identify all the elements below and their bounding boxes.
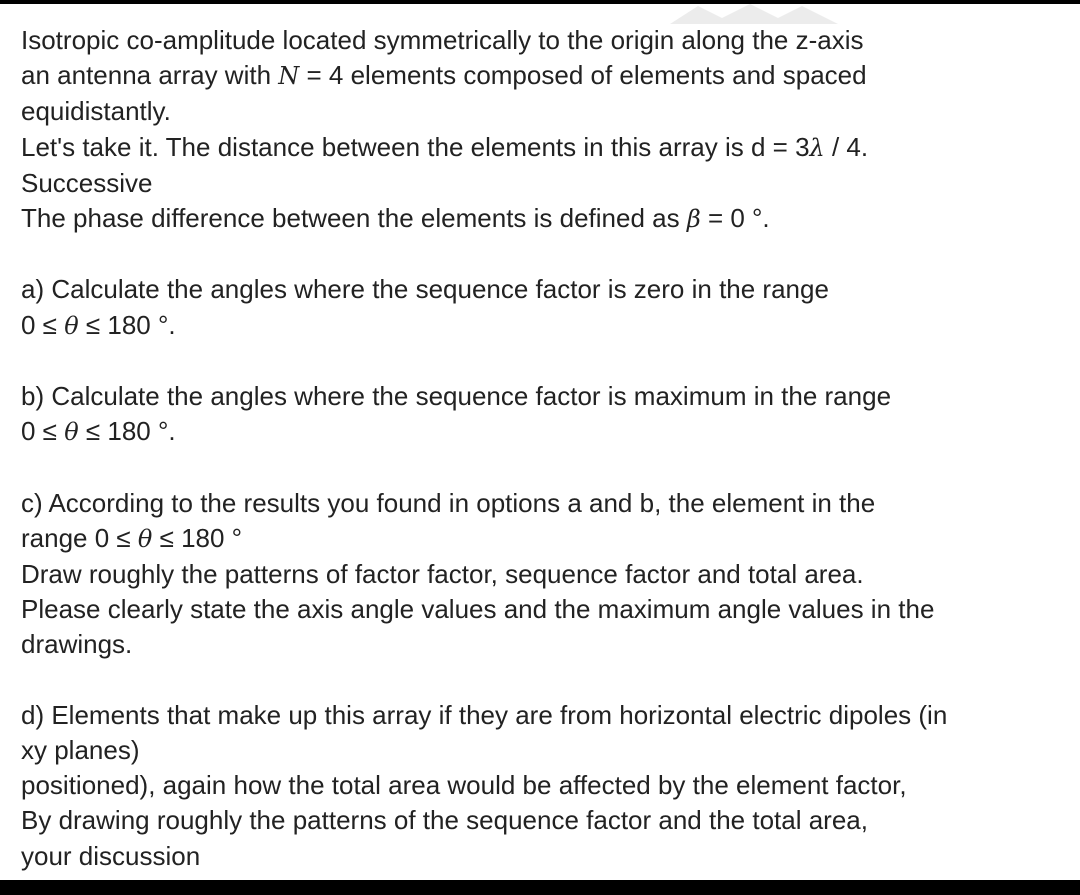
intro-line-4-post: / 4. <box>824 131 869 162</box>
intro-line-3: equidistantly. <box>21 96 171 127</box>
part-d-line-1: d) Elements that make up this array if they are from horizontal electric dipoles (in <box>21 699 948 730</box>
intro-line-4 <box>21 130 1073 166</box>
intro-line-2-post: = 4 elements composed of elements and spaced <box>299 60 867 91</box>
part-b-line-2 <box>21 414 1073 450</box>
part-c-line-2 <box>21 521 1073 557</box>
intro-line-1: Isotropic co-amplitude located symmetrically to the origin along the z-axis <box>21 25 864 55</box>
paragraph-gap <box>21 663 1073 698</box>
watermark-mark <box>660 4 860 24</box>
part-b-line-1: b) Calculate the angles where the sequence factor is maximum in the range <box>21 381 892 411</box>
var-n: N <box>278 62 300 91</box>
part-c-line-1: c) According to the results you found in options a and b, the element in the <box>21 487 876 518</box>
intro-line-6-post: = 0 °. <box>700 203 770 234</box>
document-page <box>0 4 1080 880</box>
part-a-line-1: a) Calculate the angles where the sequence factor is zero in the range <box>21 274 829 305</box>
var-beta: β <box>686 205 701 234</box>
part-c-line-3: Draw roughly the patterns of factor factor, sequence factor and total area. <box>21 559 864 589</box>
intro-line-5: Successive <box>21 167 153 198</box>
paragraph-gap <box>21 344 1073 379</box>
var-theta: θ <box>64 418 79 447</box>
part-a-line-2-pre: 0 ≤ <box>21 309 65 340</box>
part-d-line-2: xy planes) <box>21 735 140 765</box>
intro-line-4-pre: Let's take it. The distance between the elements in this array is d = 3 <box>21 131 810 162</box>
var-lambda: λ <box>809 133 825 162</box>
part-c-line-5: drawings. <box>21 629 133 660</box>
intro-line-2-pre: an antenna array with <box>21 60 279 91</box>
question-text <box>21 23 1073 874</box>
var-theta: θ <box>64 311 79 340</box>
part-a-line-2-post: ≤ 180 °. <box>78 309 176 340</box>
part-b-line-2-pre: 0 ≤ <box>21 416 65 447</box>
var-theta: θ <box>137 524 153 553</box>
part-a-line-2 <box>21 308 1073 344</box>
intro-line-6 <box>21 201 1073 237</box>
paragraph-gap <box>21 450 1073 485</box>
part-d-line-4: By drawing roughly the patterns of the sequence factor and the total area, <box>21 805 868 836</box>
part-d-line-3: positioned), again how the total area would be affected by the element factor, <box>21 770 907 801</box>
part-c-line-4: Please clearly state the axis angle values and the maximum angle values in the <box>21 594 935 625</box>
paragraph-gap <box>21 237 1073 272</box>
part-c-line-2-post: ≤ 180 ° <box>152 522 243 553</box>
part-d-line-5: your discussion <box>21 840 201 871</box>
part-b-line-2-post: ≤ 180 °. <box>78 416 176 447</box>
intro-line-2 <box>21 58 1073 94</box>
intro-line-6-pre: The phase difference between the elements is defined as <box>21 203 687 234</box>
part-c-line-2-pre: range 0 ≤ <box>21 522 138 553</box>
